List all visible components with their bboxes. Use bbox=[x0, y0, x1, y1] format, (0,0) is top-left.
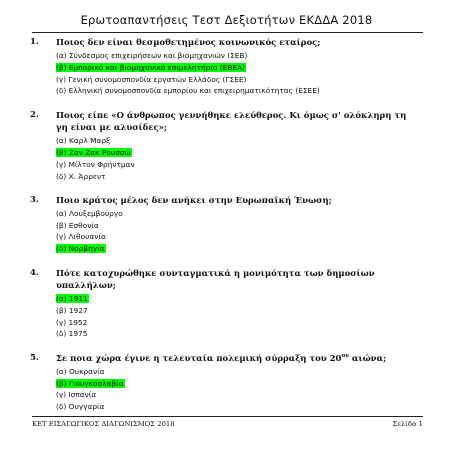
option-b-correct bbox=[56, 62, 453, 74]
document-title: Ερωτοαπαντήσεις Τεστ Δεξιοτήτων ΕΚΔΔΑ 2018 bbox=[80, 13, 373, 27]
option-list bbox=[56, 50, 453, 97]
option-a: (α) Σύνδεσμος επιχειρήσεων και βιομηχανιών (ΣΕΒ) bbox=[56, 51, 248, 60]
page-number: Σελίδα 1 bbox=[392, 420, 423, 428]
option-b-correct bbox=[56, 147, 453, 159]
option-list bbox=[56, 135, 453, 182]
option-a-correct bbox=[56, 293, 453, 305]
option-list bbox=[56, 366, 453, 413]
question-text: Ποιο κράτος μέλος δεν ανήκει στην Ευρωπαϊκή Ένωση; bbox=[56, 195, 332, 206]
question-text: Ποιος δεν είναι θεσμοθετημένος κοινωνικός εταίρος; bbox=[56, 38, 321, 48]
option-b-correct bbox=[56, 378, 453, 390]
option-b: (β) Εσθονία bbox=[56, 220, 99, 230]
question-list bbox=[0, 37, 453, 425]
correct-answer-highlight: (β) Γιουγκοσλαβία bbox=[56, 378, 124, 388]
option-d: (δ) 1975 bbox=[56, 329, 88, 339]
question-number: 4. bbox=[30, 267, 39, 278]
footer-exam-name: ΚΕΤ ΕΙΣΑΓΩΓΙΚΟΣ ΔΙΑΓΩΝΙΣΜΟΣ 2018 bbox=[32, 420, 175, 428]
option-d: (δ) Ελληνική συνομοσπονδία εμπορίου και επιχειρηματικότητας (ΕΣΕΕ) bbox=[56, 86, 320, 96]
question-3 bbox=[0, 195, 453, 255]
question-4 bbox=[0, 268, 453, 341]
option-a: (α) Λουξεμβούργο bbox=[56, 208, 123, 218]
option-c: (γ) Μίλτον Φρήντμαν bbox=[56, 159, 135, 169]
header-rule bbox=[32, 32, 423, 33]
option-b: (β) 1927 bbox=[56, 305, 88, 315]
option-d: (δ) Ουγγαρία bbox=[56, 402, 105, 412]
correct-answer-highlight: (β) Ζαν Ζακ Ρουσσώ bbox=[56, 147, 131, 157]
option-list bbox=[56, 208, 453, 255]
question-text: Ποιος είπε «Ο άνθρωπος γεννήθηκε ελεύθερος. Κι όμως σ' ολόκληρη τη γη είναι με αλυσίδες»; bbox=[56, 110, 407, 134]
question-1 bbox=[0, 37, 453, 97]
option-c: (γ) Λιθουανία bbox=[56, 232, 106, 242]
question-number: 2. bbox=[30, 109, 39, 120]
correct-answer-highlight: (δ) Νορβηγία bbox=[56, 244, 105, 254]
correct-answer-highlight: (β) Εμπορικό και βιομηχανικό επιμελητήριο (ΕΒΕΑ) bbox=[56, 62, 245, 72]
question-number: 3. bbox=[30, 194, 39, 205]
option-c: (γ) Γενική συνομοσπονδία εργατών Ελλάδος (ΓΣΕΕ) bbox=[56, 74, 247, 84]
question-2 bbox=[0, 110, 453, 183]
option-list bbox=[56, 293, 453, 340]
option-a: (α) Ουκρανία bbox=[56, 366, 105, 376]
footer-rule bbox=[32, 416, 423, 417]
question-text: Σε ποια χώρα έγινε η τελευταία πολεμική σύρραξη του $20^{o\upsilon}$ αιώνα; bbox=[56, 352, 387, 364]
option-a: (α) Καρλ Μαρξ bbox=[56, 136, 111, 146]
option-d-correct bbox=[56, 243, 453, 255]
question-text: Πότε κατοχυρώθηκε συνταγματικά η μονιμότητα των δημοσίων υπαλλήλων; bbox=[56, 268, 375, 292]
option-d: (δ) Χ. Άρρεντ bbox=[56, 171, 106, 181]
question-5 bbox=[0, 353, 453, 413]
option-c: (γ) 1952 bbox=[56, 317, 88, 327]
question-number: 1. bbox=[30, 37, 39, 47]
option-c: (γ) Ισπανία bbox=[56, 390, 97, 400]
correct-answer-highlight: (α) 1911 bbox=[56, 294, 88, 304]
question-number: 5. bbox=[30, 352, 39, 363]
